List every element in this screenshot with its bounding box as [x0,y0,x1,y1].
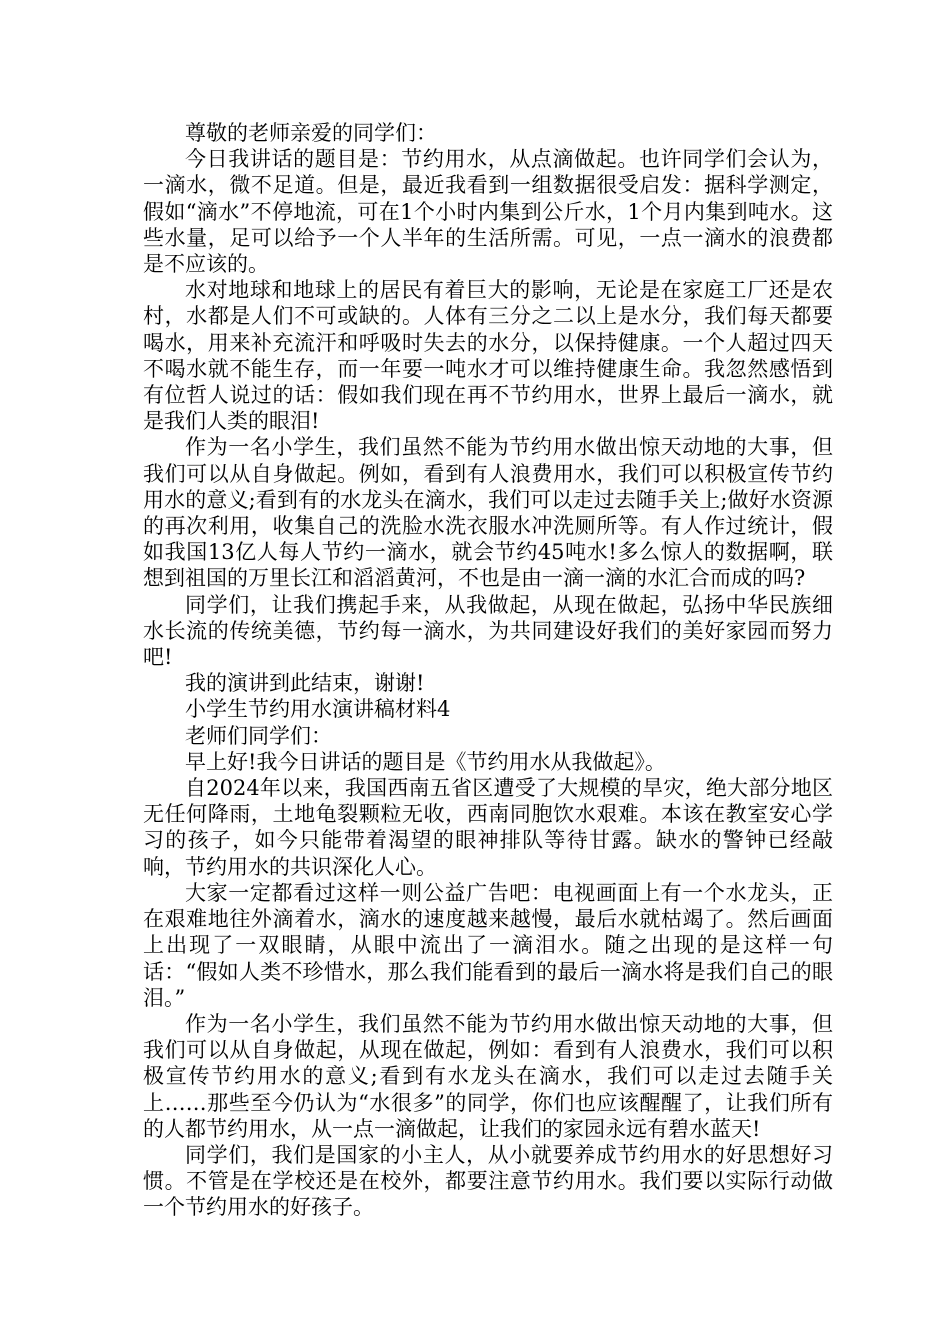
paragraph: 同学们，我们是国家的小主人，从小就要养成节约用水的好思想好习惯。不管是在学校还是在校外，都要注意节约用水。我们要以实际行动做一个节约用水的好孩子。 [143,1142,833,1220]
paragraph: 大家一定都看过这样一则公益广告吧：电视画面上有一个水龙头，正在艰难地往外滴着水，滴水的速度越来越慢，最后水就枯竭了。然后画面上出现了一双眼睛，从眼中流出了一滴泪水。随之出现的是这样一句话：“假如人类不珍惜水，那么我们能看到的最后一滴水将是我们自己的眼泪。” [143,880,833,1010]
salutation: 老师们同学们： [185,723,332,748]
paragraph: 早上好!我今日讲话的题目是《节约用水从我做起》。 [185,749,666,774]
document-body [143,120,833,1221]
paragraph: 同学们，让我们携起手来，从我做起，从现在做起，弘扬中华民族细水长流的传统美德，节约每一滴水，为共同建设好我们的美好家园而努力吧! [143,592,833,670]
salutation: 尊敬的老师亲爱的同学们： [185,121,437,145]
paragraph: 作为一名小学生，我们虽然不能为节约用水做出惊天动地的大事，但我们可以从自身做起，从现在做起，例如：看到有人浪费水，我们可以积极宣传节约用水的意义;看到有水龙头在滴水，我们可以走过去随手关上……那些至今仍认为“水很多”的同学，你们也应该醒醒了，让我们所有的人都节约用水，从一点一滴做起，让我们的家园永远有碧水蓝天! [143,1011,833,1141]
paragraph: 今日我讲话的题目是：节约用水，从点滴做起。也许同学们会认为，一滴水，微不足道。但是，最近我看到一组数据很受启发：据科学测定，假如“滴水”不停地流，可在1个小时内集到公斤水，1个月内集到吨水。这些水量，足可以给予一个人半年的生活所需。可见，一点一滴水的浪费都是不应该的。 [143,147,833,277]
paragraph: 水对地球和地球上的居民有着巨大的影响，无论是在家庭工厂还是农村，水都是人们不可或缺的。人体有三分之二以上是水分，我们每天都要喝水，用来补充流汗和呼吸时失去的水分，以保持健康。一个人超过四天不喝水就不能生存，而一年要一吨水才可以维持健康生命。我忽然感悟到有位哲人说过的话：假如我们现在再不节约用水，世界上最后一滴水，就是我们人类的眼泪! [143,278,833,434]
paragraph: 自2024年以来，我国西南五省区遭受了大规模的旱灾，绝大部分地区无任何降雨，土地龟裂颗粒无收，西南同胞饮水艰难。本该在教室安心学习的孩子，如今只能带着渴望的眼神排队等待甘露。缺水的警钟已经敲响，节约用水的共识深化人心。 [143,776,833,879]
closing-line: 我的演讲到此结束，谢谢! [185,671,425,696]
paragraph: 作为一名小学生，我们虽然不能为节约用水做出惊天动地的大事，但我们可以从自身做起。例如，看到有人浪费用水，我们可以积极宣传节约用水的意义;看到有的水龙头在滴水，我们可以走过去随手关上;做好水资源的再次利用，收集自己的洗脸水洗衣服水冲洗厕所等。有人作过统计，假如我国13亿人每人节约一滴水，就会节约45吨水!多么惊人的数据啊，联想到祖国的万里长江和滔滔黄河，不也是由一滴一滴的水汇合而成的吗? [143,435,833,591]
section-title: 小学生节约用水演讲稿材料4 [185,697,451,722]
